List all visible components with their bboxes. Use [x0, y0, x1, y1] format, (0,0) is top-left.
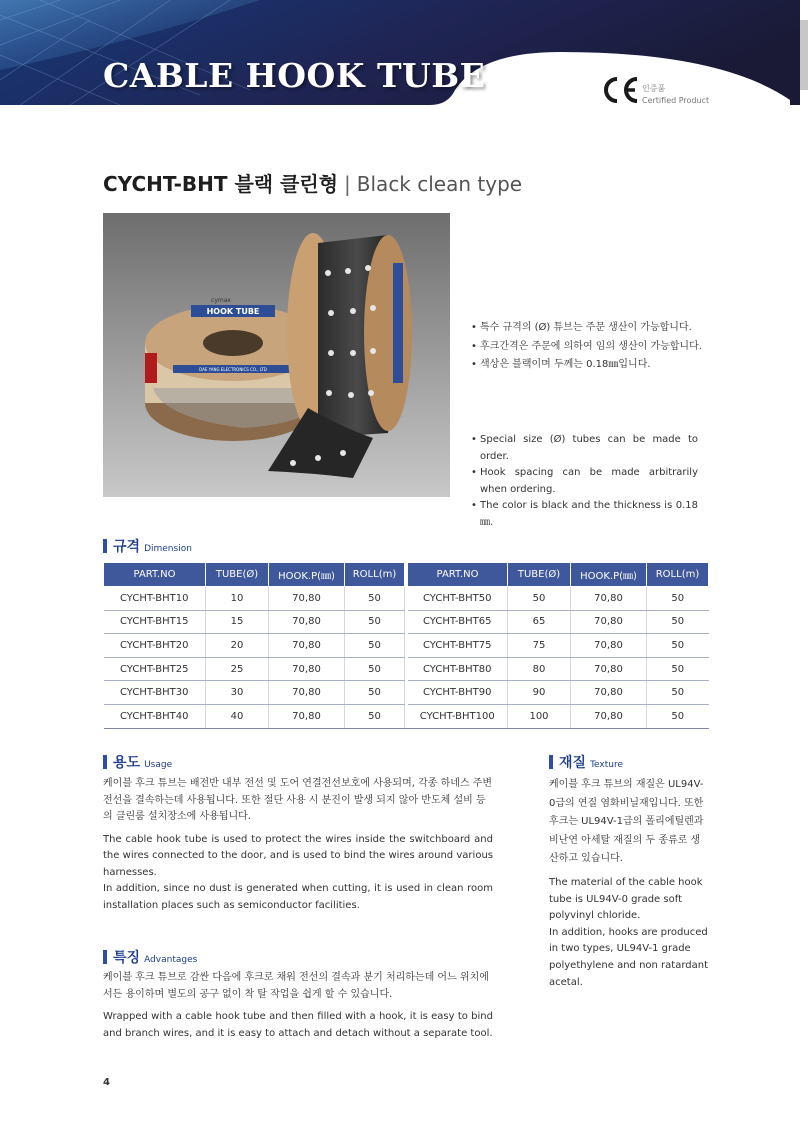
usage-en-paragraph: The cable hook tube is used to protect the wires inside the switchboard and the wires connected to the door, and is used to bind the wires around various harnesses. — [103, 833, 493, 878]
heading-bar — [103, 755, 107, 769]
table-cell: 65 — [508, 610, 571, 634]
features-en-list — [470, 432, 698, 531]
column-header: TUBE(Ø) — [206, 563, 269, 587]
usage-ko-paragraph: 케이블 후크 튜브는 배전반 내부 전선 및 도어 연결전선보호에 사용되며, 각종 하네스 주변 전선을 결속하는데 사용됩니다. 또한 절단 사용 시 분진이 발생 되지 않아 반도체 설비 등의 클린룸 설치장소에 사용됩니다. — [103, 778, 493, 822]
column-header: ROLL(m) — [345, 563, 405, 587]
spool-brand-text: cymax — [211, 297, 231, 304]
table-cell: 50 — [647, 610, 709, 634]
page-number: 4 — [103, 1077, 110, 1088]
heading-bar — [103, 539, 107, 553]
advantages-heading-ko: 특징 — [113, 950, 141, 966]
product-title — [103, 168, 522, 197]
table-row — [104, 657, 709, 681]
table-cell: 70,80 — [269, 657, 345, 681]
title-separator: | — [344, 172, 351, 196]
usage-heading-en: Usage — [144, 760, 173, 770]
table-row — [104, 634, 709, 658]
table-cell: CYCHT-BHT40 — [104, 704, 206, 728]
column-header: ROLL(m) — [647, 563, 709, 587]
advantages-text — [103, 970, 493, 1042]
column-header: PART.NO — [104, 563, 206, 587]
table-cell: 50 — [647, 704, 709, 728]
feature-ko-item: • 특수 규격의 (Ø) 튜브는 주문 생산이 가능합니다. — [470, 319, 720, 338]
column-header: PART.NO — [408, 563, 508, 587]
table-row — [104, 681, 709, 705]
texture-en-paragraph: The material of the cable hook tube is UL94V-0 grade soft polyvinyl chloride. — [549, 876, 703, 922]
table-cell: 10 — [206, 587, 269, 611]
texture-heading-en: Texture — [590, 760, 624, 770]
heading-bar — [549, 755, 553, 769]
feature-ko-item: • 후크간격은 주문에 의하여 임의 생산이 가능합니다. — [470, 338, 720, 357]
table-cell: 50 — [647, 634, 709, 658]
table-cell: 70,80 — [571, 587, 647, 611]
dimension-heading — [103, 536, 192, 556]
table-cell: CYCHT-BHT90 — [408, 681, 508, 705]
column-header: HOOK.P(㎜) — [571, 563, 647, 587]
table-header-row — [104, 563, 709, 587]
table-cell: CYCHT-BHT25 — [104, 657, 206, 681]
table-cell: 80 — [508, 657, 571, 681]
table-cell: 15 — [206, 610, 269, 634]
feature-en-item: • Hook spacing can be made arbitrarily when ordering. — [470, 465, 698, 498]
table-cell: CYCHT-BHT30 — [104, 681, 206, 705]
table-cell: 70,80 — [571, 704, 647, 728]
table-cell: CYCHT-BHT65 — [408, 610, 508, 634]
heading-bar — [103, 950, 107, 964]
table-cell: 70,80 — [571, 610, 647, 634]
table-row — [104, 587, 709, 611]
table-row — [104, 610, 709, 634]
advantages-ko-paragraph: 케이블 후크 튜브로 감싼 다음에 후크로 채워 전선의 결속과 분기 처리하는데 어느 위치에서든 용이하며 별도의 공구 없이 착 탈 작업을 쉽게 할 수 있습니다. — [103, 972, 489, 1000]
table-cell: 50 — [647, 587, 709, 611]
usage-heading-ko: 용도 — [113, 755, 141, 771]
texture-ko-paragraph: 케이블 후크 튜브의 재질은 UL94V-0급의 연질 염화비닐재입니다. 또한 후크는 UL94V-1급의 폴리에틸렌과 비난연 아세탈 재질의 두 종류로 생산하고 있습니다. — [549, 779, 704, 865]
advantages-heading — [103, 947, 197, 967]
product-photo — [103, 213, 450, 497]
spool-company-text: DAE YANG ELECTRONICS CO., LTD — [199, 367, 267, 372]
table-cell: 50 — [647, 657, 709, 681]
table-cell: 70,80 — [269, 634, 345, 658]
product-title-sub: Black clean type — [356, 172, 523, 196]
banner-title: CABLE HOOK TUBE — [103, 56, 486, 95]
table-cell: CYCHT-BHT10 — [104, 587, 206, 611]
table-cell: 25 — [206, 657, 269, 681]
usage-heading — [103, 752, 172, 772]
column-header: HOOK.P(㎜) — [269, 563, 345, 587]
cert-label-ko: 인증품 — [642, 84, 666, 93]
table-cell: 90 — [508, 681, 571, 705]
texture-heading — [549, 752, 623, 772]
table-cell: 50 — [508, 587, 571, 611]
feature-en-item: • The color is black and the thickness is 0.18㎜. — [470, 498, 698, 531]
table-cell: 50 — [345, 610, 405, 634]
table-cell: 50 — [647, 681, 709, 705]
table-cell: 20 — [206, 634, 269, 658]
usage-text — [103, 776, 493, 914]
table-cell: 50 — [345, 704, 405, 728]
advantages-en-paragraph: Wrapped with a cable hook tube and then filled with a hook, it is easy to bind and branch wires, and it is easy to attach and detach without a separate tool. — [103, 1011, 493, 1039]
table-cell: 70,80 — [571, 657, 647, 681]
dimension-table — [103, 562, 709, 729]
texture-en-paragraph-2: In addition, hooks are produced in two types, UL94V-1 grade polyethylene and non ratardant acetal. — [549, 926, 709, 988]
spool-label-text: HOOK TUBE — [206, 307, 260, 316]
table-cell: 100 — [508, 704, 571, 728]
certification-label — [642, 83, 709, 107]
table-cell: 70,80 — [269, 704, 345, 728]
texture-heading-ko: 재질 — [559, 755, 587, 771]
product-title-main: CYCHT-BHT 블랙 클린형 — [103, 172, 339, 196]
ce-mark-icon — [600, 72, 642, 108]
table-cell: 70,80 — [269, 610, 345, 634]
advantages-heading-en: Advantages — [144, 955, 198, 965]
table-cell: 50 — [345, 587, 405, 611]
table-cell: 30 — [206, 681, 269, 705]
table-cell: 40 — [206, 704, 269, 728]
dimension-heading-en: Dimension — [144, 544, 192, 554]
column-header: TUBE(Ø) — [508, 563, 571, 587]
table-cell: 50 — [345, 657, 405, 681]
table-cell: 75 — [508, 634, 571, 658]
table-row — [104, 704, 709, 728]
table-cell: 70,80 — [269, 681, 345, 705]
feature-en-item: • Special size (Ø) tubes can be made to order. — [470, 432, 698, 465]
table-cell: 70,80 — [269, 587, 345, 611]
table-cell: CYCHT-BHT20 — [104, 634, 206, 658]
texture-text — [549, 776, 709, 991]
table-cell: 70,80 — [571, 634, 647, 658]
table-cell: CYCHT-BHT80 — [408, 657, 508, 681]
table-cell: CYCHT-BHT50 — [408, 587, 508, 611]
cert-label-en: Certified Product — [642, 96, 710, 105]
table-cell: CYCHT-BHT100 — [408, 704, 508, 728]
table-cell: 70,80 — [571, 681, 647, 705]
table-cell: 50 — [345, 681, 405, 705]
features-ko-list — [470, 319, 720, 375]
table-cell: 50 — [345, 634, 405, 658]
usage-en-paragraph-2: In addition, since no dust is generated when cutting, it is used in clean room installation places such as semiconductor facilities. — [103, 883, 493, 911]
table-cell: CYCHT-BHT15 — [104, 610, 206, 634]
table-cell: CYCHT-BHT75 — [408, 634, 508, 658]
dimension-heading-ko: 규격 — [113, 539, 141, 555]
feature-ko-item: • 색상은 블랙이며 두께는 0.18㎜입니다. — [470, 356, 720, 375]
